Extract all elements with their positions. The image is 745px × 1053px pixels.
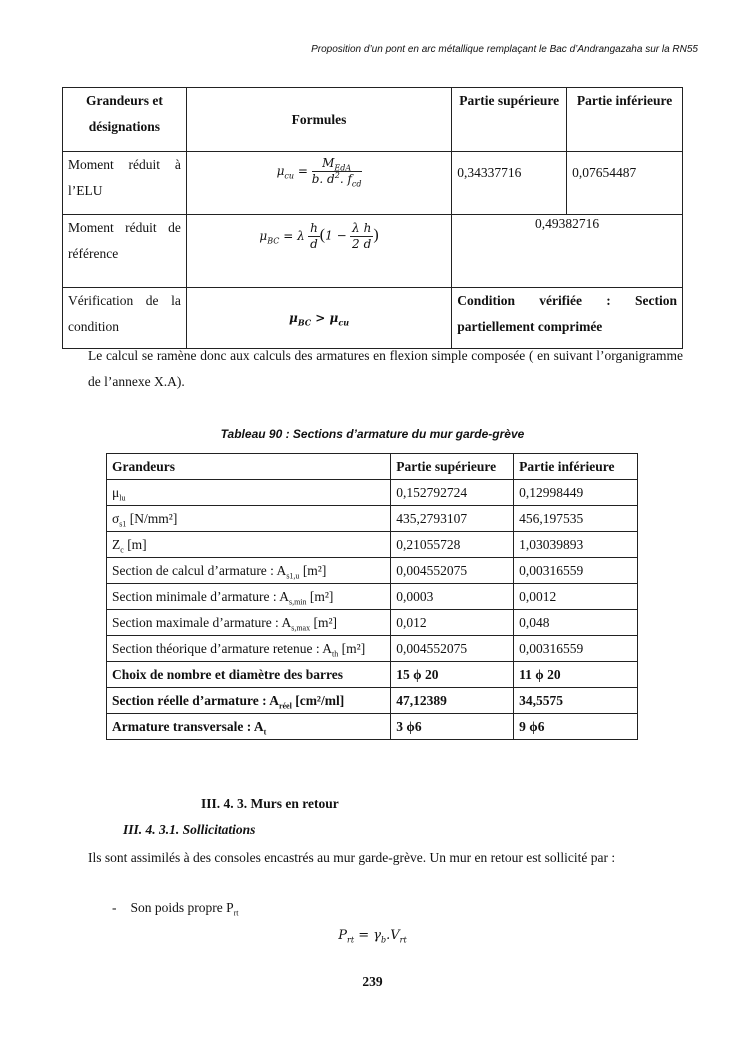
list-item: - Son poids propre $P_{rt}$ — [112, 900, 239, 918]
section-heading: III. 4. 3. Murs en retour — [201, 796, 339, 811]
table-row — [107, 636, 638, 662]
formula-mu-cu: $\mu_{cu}$ = $\frac{M_{EdA}}{b. d^2. f_{cd}}$ — [186, 152, 451, 215]
row-label: Section maximale d’armature : $A_{s,max}$ [m²] — [107, 610, 391, 636]
table-header-row — [63, 88, 683, 152]
value-superior: 0,012 — [391, 610, 514, 636]
table-row — [107, 532, 638, 558]
value-superior: 0,004552075 — [391, 558, 514, 584]
running-header: Proposition d’un pont en arc métallique remplaçant le Bac d’Andrangazaha sur la RN55 — [311, 44, 698, 55]
table-row — [107, 662, 638, 688]
row-label: $\mu_{lu}$ — [107, 480, 391, 506]
row-label: Moment réduit de référence — [63, 215, 187, 288]
header-cell: Partie inférieure — [567, 88, 683, 152]
value-superior: 435,2793107 — [391, 506, 514, 532]
table-row — [63, 152, 683, 215]
reference-value: 0,49382716 — [452, 215, 683, 288]
value-superior: 0,21055728 — [391, 532, 514, 558]
table-row — [107, 584, 638, 610]
subsection-heading: III. 4. 3.1. Sollicitations — [123, 822, 256, 837]
value-superior: 0,0003 — [391, 584, 514, 610]
paragraph: Le calcul se ramène donc aux calculs des armatures en flexion simple composée ( en suivant l’organigramme de l’annexe X.A). — [88, 348, 683, 389]
value-superior: 0,004552075 — [391, 636, 514, 662]
table-row — [107, 480, 638, 506]
row-label: $\sigma_{s1}$ [N/mm²] — [107, 506, 391, 532]
reinforcement-table — [106, 453, 638, 740]
value-superior: 0,34337716 — [452, 152, 567, 215]
table-row — [63, 215, 683, 288]
reduced-moment-table — [62, 87, 683, 349]
value-superior: 3 ϕ6 — [391, 714, 514, 740]
value-inferior: 1,03039893 — [514, 532, 638, 558]
value-inferior: 0,00316559 — [514, 558, 638, 584]
table-row — [107, 506, 638, 532]
value-superior: 0,152792724 — [391, 480, 514, 506]
value-inferior: 0,0012 — [514, 584, 638, 610]
formula-condition: $\mu_{BC} > \mu_{cu}$ — [186, 288, 451, 349]
condition-result: Condition vérifiée : Section partiellement comprimée — [452, 288, 683, 349]
table-row — [107, 714, 638, 740]
row-label: Armature transversale : $A_t$ — [107, 714, 391, 740]
row-label: Choix de nombre et diamètre des barres — [107, 662, 391, 688]
row-label: Moment réduit à l’ELU — [63, 152, 187, 215]
header-cell: Grandeurs et désignations — [63, 88, 187, 152]
table-header-row — [107, 454, 638, 480]
header-cell: Grandeurs — [107, 454, 391, 480]
table-row — [107, 558, 638, 584]
formula-mu-bc: $\mu_{BC} = \lambda$ $\frac{h}{d}$ (1 − $\frac{\lambda}{2}$ $\frac{h}{d}$ ) — [186, 215, 451, 288]
row-label: $Z_c$ [m] — [107, 532, 391, 558]
value-inferior: 0,07654487 — [567, 152, 683, 215]
page-number: 239 — [362, 974, 383, 989]
table-caption: Tableau 90 : Sections d’armature du mur garde-grève — [220, 427, 525, 441]
row-label: Vérification de la condition — [63, 288, 187, 349]
table-row — [107, 610, 638, 636]
row-label: Section théorique d’armature retenue : $A_{th}$ [m²] — [107, 636, 391, 662]
value-superior: 15 ϕ 20 — [391, 662, 514, 688]
value-inferior: 9 ϕ6 — [514, 714, 638, 740]
value-inferior: 0,00316559 — [514, 636, 638, 662]
row-label: Section réelle d’armature : $A_{réel}$ [cm²/ml] — [107, 688, 391, 714]
value-inferior: 0,048 — [514, 610, 638, 636]
value-inferior: 0,12998449 — [514, 480, 638, 506]
value-inferior: 11 ϕ 20 — [514, 662, 638, 688]
value-inferior: 34,5575 — [514, 688, 638, 714]
value-inferior: 456,197535 — [514, 506, 638, 532]
row-label: Section minimale d’armature : $A_{s,min}$ [m²] — [107, 584, 391, 610]
value-superior: 47,12389 — [391, 688, 514, 714]
header-cell: Partie supérieure — [452, 88, 567, 152]
formula-weight: $P_{rt} = \gamma_b.V_{rt}$ — [338, 928, 407, 945]
header-cell: Formules — [186, 88, 451, 152]
paragraph: Ils sont assimilés à des consoles encastrés au mur garde-grève. Un mur en retour est sollicité par : — [88, 850, 616, 865]
table-row — [107, 688, 638, 714]
header-cell: Partie inférieure — [514, 454, 638, 480]
row-label: Section de calcul d’armature : $A_{s1,u}$ [m²] — [107, 558, 391, 584]
table-row — [63, 288, 683, 349]
header-cell: Partie supérieure — [391, 454, 514, 480]
